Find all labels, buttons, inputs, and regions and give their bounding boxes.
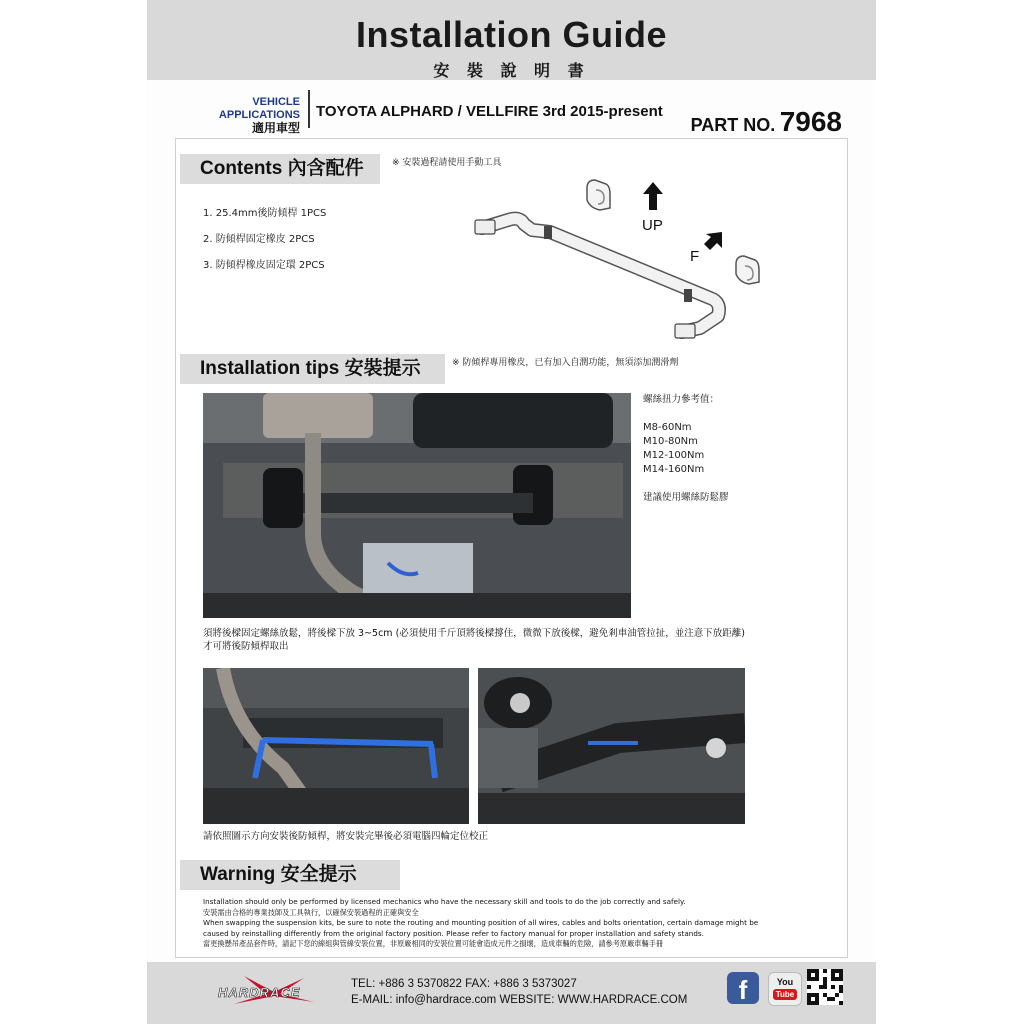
tips-note: ※ 防傾桿專用橡皮，已有加入自潤功能，無須添加潤滑劑 bbox=[452, 358, 679, 368]
list-item: 3. 防傾桿橡皮固定環 2PCS bbox=[203, 260, 325, 271]
sway-bar-diagram bbox=[460, 170, 790, 345]
caption-line: 須將後樑固定螺絲放鬆，將後樑下放 3~5cm (必須使用千斤頂將後樑撐住，微微下放後樑，避免剎車油管拉扯，並注意下放距離) bbox=[203, 628, 745, 639]
page-title: Installation Guide bbox=[355, 14, 668, 55]
f-label: F bbox=[690, 248, 700, 265]
part-number: 7968 bbox=[779, 106, 842, 137]
torque-reference bbox=[643, 393, 729, 505]
photo-caption-2: 請依照圖示方向安裝後防傾桿，將安裝完畢後必須電腦四輪定位校正 bbox=[203, 831, 489, 842]
sway-bar-illustration bbox=[475, 219, 719, 338]
torque-value: M14-160Nm bbox=[643, 464, 705, 475]
contents-heading: Contents 內含配件 bbox=[180, 154, 380, 184]
vehicle-divider bbox=[308, 90, 310, 128]
up-arrow-icon bbox=[643, 182, 663, 210]
part-number-block bbox=[691, 106, 842, 138]
youtube-icon[interactable] bbox=[768, 972, 802, 1006]
list-item: 1. 25.4mm後防傾桿 1PCS bbox=[203, 208, 327, 219]
facebook-icon[interactable]: f bbox=[727, 972, 759, 1004]
undercarriage-photo-3 bbox=[478, 668, 745, 824]
sway-bar-mount-illustration bbox=[478, 668, 745, 824]
torque-title: 螺絲扭力參考值： bbox=[643, 394, 720, 405]
warning-line: Installation should only be performed by licensed mechanics who have the necessary skill and tools to do the job correctly and safely. bbox=[203, 897, 686, 906]
vehicle-label-en: VEHICLE APPLICATIONS bbox=[218, 96, 300, 121]
warning-line: 當更換懸吊產品套件時，請記下您的線組與管線安裝位置，非原廠相同的安裝位置可能會造成元件之損壞，造成車輛的危險，請參考原廠車輛手冊 bbox=[203, 939, 664, 949]
part-number-label: PART NO. bbox=[690, 115, 776, 135]
bushing-icon bbox=[736, 256, 759, 284]
up-label: UP bbox=[642, 217, 663, 234]
warning-heading: Warning 安全提示 bbox=[180, 860, 400, 890]
warning-line: caused by reinstalling differently from the original factory position. Please refer to factory manual for proper installation and safety stands. bbox=[203, 928, 704, 938]
caption-line: 才可將後防傾桿取出 bbox=[203, 641, 289, 652]
torque-value: M8-60Nm bbox=[643, 422, 692, 433]
list-item: 2. 防傾桿固定橡皮 2PCS bbox=[203, 234, 315, 245]
undercarriage-illustration bbox=[203, 393, 631, 618]
contents-note: ※ 安裝過程請使用手動工具 bbox=[392, 158, 502, 168]
qr-code-icon[interactable] bbox=[807, 969, 843, 1005]
undercarriage-photo-2 bbox=[203, 668, 469, 824]
contact-phone-fax: TEL: +886 3 5370822 FAX: +886 3 5373027 bbox=[351, 978, 577, 990]
torque-value: M10-80Nm bbox=[643, 436, 698, 447]
torque-note: 建議使用螺絲防鬆膠 bbox=[643, 492, 729, 503]
warning-line: 安裝需由合格的專業技師及工具執行，以確保安裝過程的正確與安全 bbox=[203, 907, 419, 917]
vehicle-model: TOYOTA ALPHARD / VELLFIRE 3rd 2015-present bbox=[316, 103, 663, 120]
bushing-icon bbox=[587, 180, 610, 210]
youtube-tube-label: Tube bbox=[773, 989, 797, 1000]
photo-caption-1 bbox=[203, 627, 843, 653]
vehicle-applications-label bbox=[178, 96, 300, 135]
youtube-you-label: You bbox=[776, 977, 794, 987]
rear-subframe-illustration bbox=[203, 668, 469, 824]
page-subtitle: 安 裝 說 明 書 bbox=[433, 61, 590, 80]
undercarriage-photo-1 bbox=[203, 393, 631, 618]
contents-list bbox=[203, 201, 326, 279]
vehicle-label-zh: 適用車型 bbox=[251, 121, 300, 135]
forward-arrow-icon bbox=[704, 232, 722, 250]
torque-value: M12-100Nm bbox=[643, 450, 705, 461]
warning-line: When swapping the suspension kits, be sure to note the routing and mounting position of all wires, cables and bolts orientation, certain damage might be bbox=[203, 918, 759, 928]
brand-logo-text: HARDRACE bbox=[218, 985, 301, 1000]
contact-email-website: E-MAIL: info@hardrace.com WEBSITE: WWW.HARDRACE.COM bbox=[351, 994, 688, 1006]
warning-text bbox=[203, 897, 843, 950]
installation-tips-heading: Installation tips 安裝提示 bbox=[180, 354, 445, 384]
